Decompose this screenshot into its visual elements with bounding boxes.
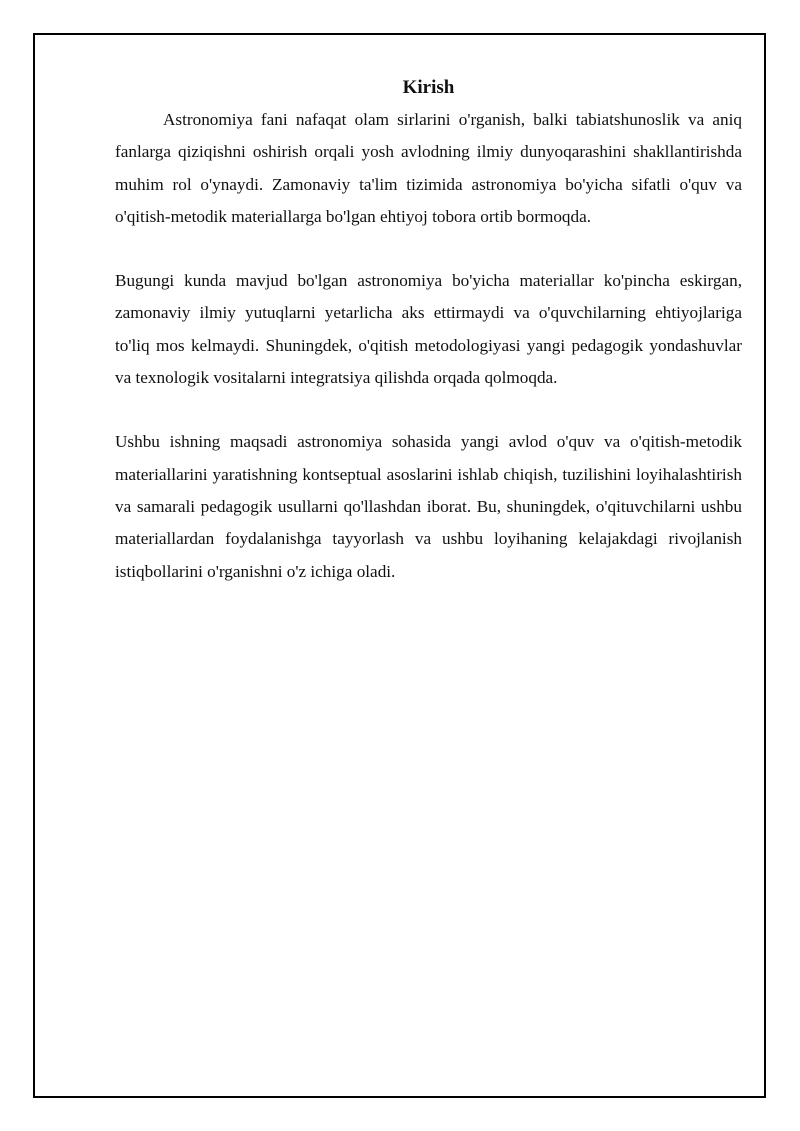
paragraph-problem: Bugungi kunda mavjud bo'lgan astronomiya bo'yicha materiallar ko'pincha eskirgan, zamonaviy ilmiy yutuqlarni yetarlicha aks ettirmaydi va o'quvchilarning ehtiyojlariga to'liq mos kelmaydi. Shuningdek, o'qitish metodologiyasi yangi pedagogik yondashuvlar va texnologik vositalarni integratsiya qilishda orqada qolmoqda.: [115, 271, 742, 388]
paragraph-goal: Ushbu ishning maqsadi astronomiya sohasida yangi avlod o'quv va o'qitish-metodik materiallarini yaratishning kontseptual asoslarini ishlab chiqish, tuzilishini loyihalashtirish va samarali pedagogik usullarni qo'llashdan iborat. Bu, shuningdek, o'qituvchilarni ushbu materiallardan foydalanishga tayyorlash va ushbu loyihaning kelajakdagi rivojlanish istiqbollarini o'rganishni o'z ichiga oladi.: [115, 432, 742, 581]
document-title: Kirish: [402, 77, 455, 98]
paragraph-intro: Astronomiya fani nafaqat olam sirlarini o'rganish, balki tabiatshunoslik va aniq fanlarga qiziqishni oshirish orqali yosh avlodning ilmiy dunyoqarashini shakllantirishda muhim rol o'ynaydi. Zamonaviy ta'lim tizimida astronomiya bo'yicha sifatli o'quv va o'qitish-metodik materiallarga bo'lgan ehtiyoj tobora ortib bormoqda.: [115, 110, 742, 226]
document-body: [115, 76, 742, 588]
paragraph-spacer: [115, 233, 742, 265]
paragraph-spacer: [115, 394, 742, 426]
